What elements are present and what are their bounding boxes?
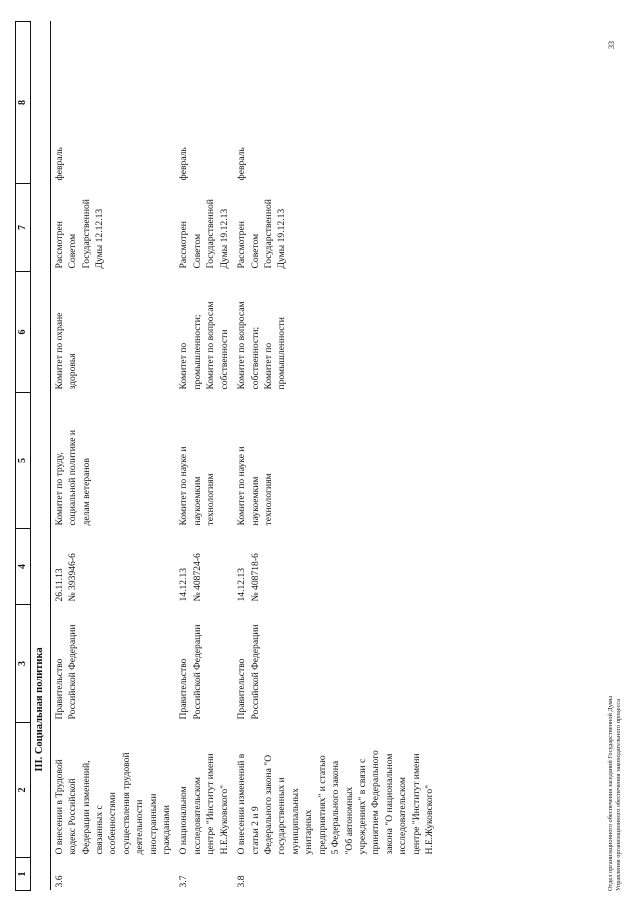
bill-title: О внесении изменений в статьи 2 и 9 Федерального закона "О государственных и муниципальных унитарных предприятиях" и статью 5 Федерального закона "Об автономных учреждениях" в связи с принятием Федерального закона "О национальном исследовательском центре "Институт имени Н.Е.Жуковского": [236, 750, 436, 855]
footer-line: Управления организационного обеспечения законодательного процесса: [615, 698, 623, 891]
column-number: 5: [16, 393, 31, 529]
column-number: 8: [16, 22, 31, 184]
page-footer: [607, 471, 623, 891]
council-status: Рассмотрен Советом Государственной Думы 19.12.13: [178, 199, 230, 269]
planned-month: февраль: [178, 147, 190, 181]
council-status: Рассмотрен Советом Государственной Думы 12.12.13: [50, 184, 175, 272]
column-number: 4: [16, 529, 31, 605]
section-title: III. Социальная политика: [34, 647, 45, 772]
table-row: [233, 22, 438, 891]
initiator: Правительство Российской Федерации: [236, 624, 261, 720]
registration: 14.12.13 № 408724-6: [178, 553, 203, 602]
bill-title: О внесении в Трудовой кодекс Российской Федерации изменений, связанных с особенностями осуществления трудовой деятельности иностранными гражданами: [50, 723, 175, 858]
row-number: 3.8: [236, 875, 248, 888]
co-executor-committee: Комитет по промышленности; Комитет по вопросам собственности: [178, 301, 230, 390]
council-status: Рассмотрен Советом Государственной Думы 19.12.13: [236, 199, 288, 269]
page-number: 33: [607, 41, 616, 49]
section-row: [31, 22, 51, 891]
column-number: 1: [16, 858, 31, 891]
column-number: 7: [16, 184, 31, 272]
registration: 26.11.13 № 393946-6: [50, 529, 175, 605]
responsible-committee: Комитет по труду, социальной политике и делам ветеранов: [50, 393, 175, 529]
planned-month: февраль: [50, 22, 175, 184]
responsible-committee: Комитет по науке и наукоемким технологиям: [236, 446, 275, 526]
co-executor-committee: Комитет по охране здоровья: [50, 272, 175, 393]
bill-title: О национальном исследовательском центре "Институт имени Н.Е.Жуковского": [178, 753, 230, 855]
legislation-table: [15, 21, 439, 891]
registration: 14.12.13 № 408718-6: [236, 553, 261, 602]
column-number: 3: [16, 605, 31, 723]
table-row: [175, 22, 233, 891]
footer-line: Отдел организационного обеспечения заседаний Государственной Думы: [607, 696, 614, 891]
initiator: Правительство Российской Федерации: [178, 624, 203, 720]
row-number: 3.6: [50, 858, 175, 891]
table-row: [50, 22, 175, 891]
column-number: 6: [16, 272, 31, 393]
responsible-committee: Комитет по науке и наукоемким технологиям: [178, 446, 217, 526]
initiator: Правительство Российской Федерации: [50, 605, 175, 723]
co-executor-committee: Комитет по вопросам собственности; Комитет по промышленности: [236, 301, 288, 390]
planned-month: февраль: [236, 147, 248, 181]
column-number: 2: [16, 723, 31, 858]
row-number: 3.7: [178, 875, 190, 888]
column-number-row: [16, 22, 31, 891]
